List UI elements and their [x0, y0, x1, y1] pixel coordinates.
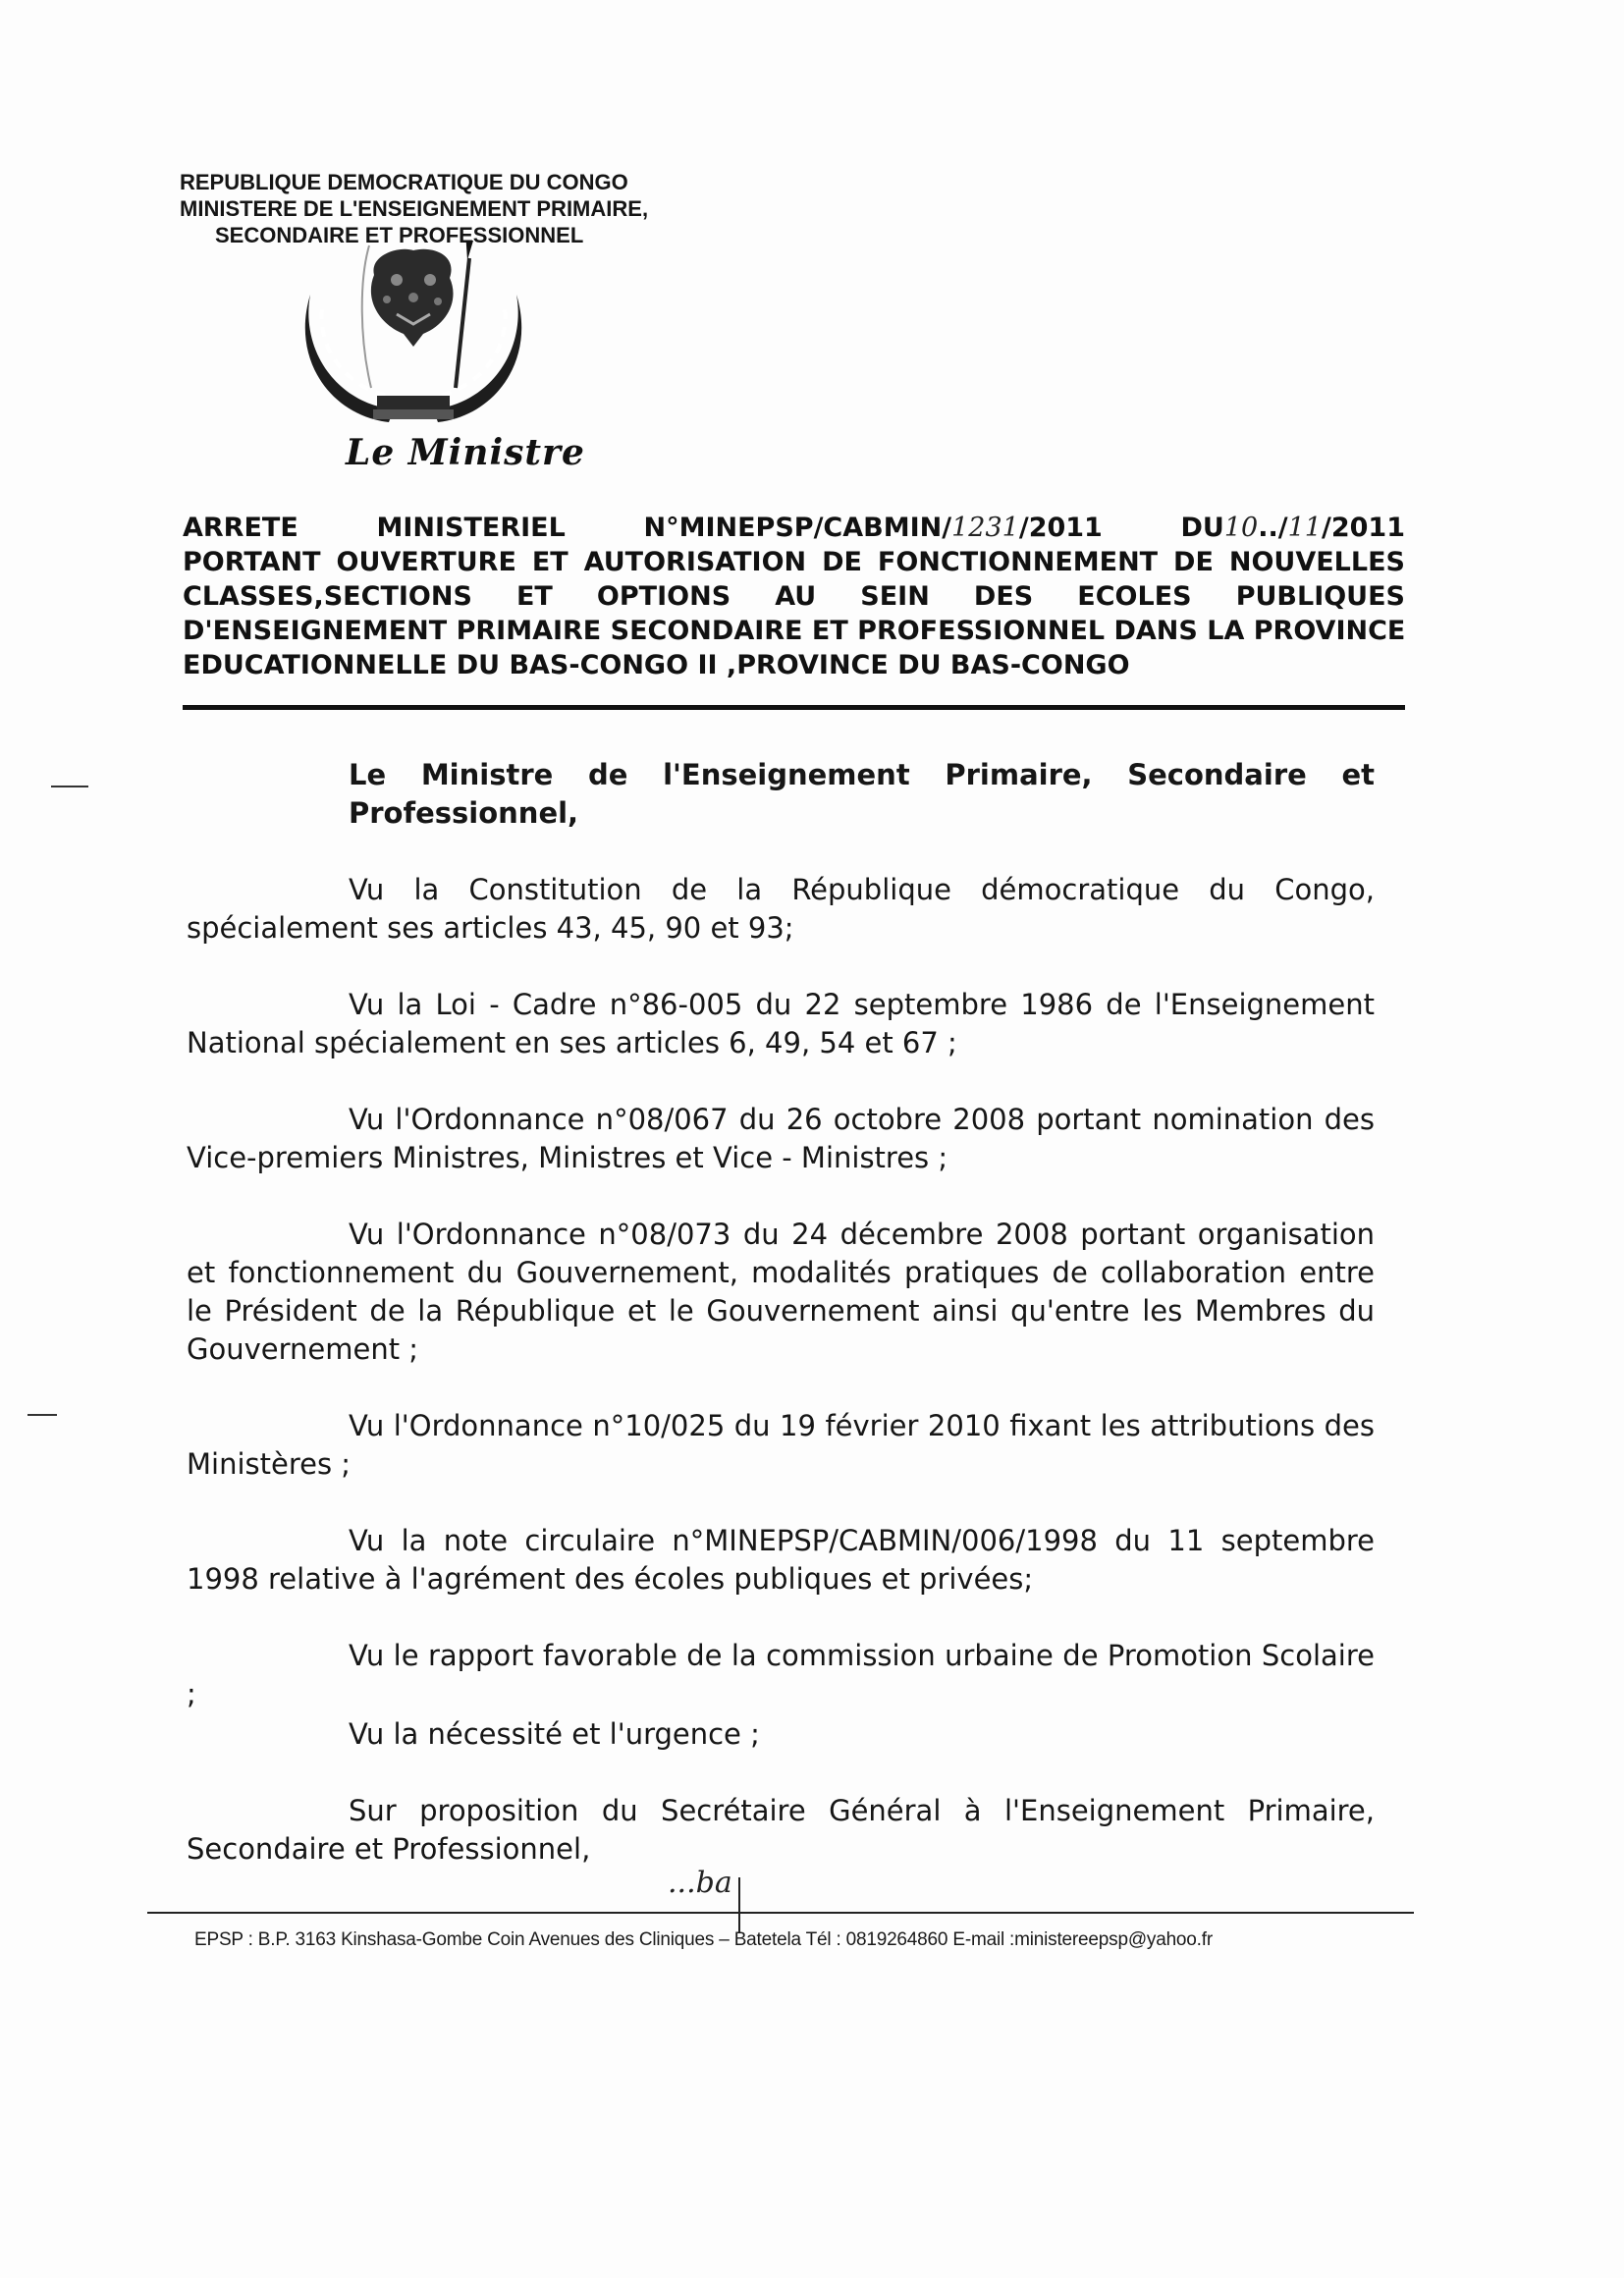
title-line: PORTANT OUVERTURE ET AUTORISATION DE FONCTIONNEMENT DE NOUVELLES [183, 547, 1405, 577]
title-line: D'ENSEIGNEMENT PRIMAIRE SECONDAIRE ET PROFESSIONNEL DANS LA PROVINCE [183, 616, 1406, 646]
title-line: EDUCATIONNELLE DU BAS-CONGO II ,PROVINCE DU BAS-CONGO [183, 650, 1130, 680]
decree-date: DU10../11/2011 [1180, 513, 1405, 543]
decree-number: N°MINEPSP/CABMIN/1231/2011 [643, 513, 1103, 543]
signature-title: Le Ministre [346, 432, 585, 473]
letterhead-line: REPUBLIQUE DEMOCRATIQUE DU CONGO [180, 170, 628, 194]
paragraph-loi-cadre: Vu la Loi - Cadre n°86-005 du 22 septembre 1986 de l'Enseignement National spécialement en ses articles 6, 49, 54 et 67 ; [187, 988, 1375, 1059]
paragraph-note-circulaire: Vu la note circulaire n°MINEPSP/CABMIN/006/1998 du 11 septembre 1998 relative à l'agrément des écoles publiques et privées; [187, 1524, 1375, 1596]
margin-mark [27, 1414, 57, 1416]
handwritten-day: 10 [1223, 513, 1259, 543]
handwritten-month: 11 [1287, 513, 1322, 543]
footer-divider [147, 1912, 1414, 1914]
footer-tick [738, 1877, 740, 1932]
paragraph-ordonnance-10-025: Vu l'Ordonnance n°10/025 du 19 février 2010 fixant les attributions des Ministères ; [187, 1409, 1375, 1481]
decree-body [187, 756, 1375, 1869]
minister-heading: Le Ministre de l'Enseignement Primaire, Secondaire et Professionnel, [349, 758, 1375, 830]
page-initials: ...ba [668, 1866, 732, 1900]
title-underline [183, 705, 1405, 710]
decree-title [183, 511, 1405, 682]
letterhead-line: MINISTERE DE L'ENSEIGNEMENT PRIMAIRE, [180, 196, 649, 221]
paragraph-ordonnance-08-067: Vu l'Ordonnance n°08/067 du 26 octobre 2008 portant nomination des Vice-premiers Ministres, Ministres et Vice - Ministres ; [187, 1103, 1375, 1174]
letterhead [180, 169, 648, 248]
paragraph-constitution: Vu la Constitution de la République démocratique du Congo, spécialement ses articles 43, 45, 90 et 93; [187, 873, 1375, 945]
paragraph-proposition: Sur proposition du Secrétaire Général à l'Enseignement Primaire, Secondaire et Professionnel, [187, 1794, 1375, 1866]
paragraph-ordonnance-08-073: Vu l'Ordonnance n°08/073 du 24 décembre 2008 portant organisation et fonctionnement du Gouvernement, modalités pratiques de collaboration entre le Président de la République et le Gouvernement ainsi qu'entre les Membres du Gouvernement ; [187, 1218, 1375, 1366]
paragraph-rapport: Vu le rapport favorable de la commission urbaine de Promotion Scolaire ; [187, 1639, 1375, 1710]
coat-of-arms-icon [291, 241, 536, 437]
decree-reference-line [183, 511, 1405, 545]
title-word: MINISTERIEL [376, 513, 566, 543]
handwritten-number: 1231 [951, 513, 1019, 543]
title-line: CLASSES,SECTIONS ET OPTIONS AU SEIN DES ECOLES PUBLIQUES [183, 581, 1405, 612]
margin-mark [51, 786, 88, 787]
paragraph-urgence: Vu la nécessité et l'urgence ; [349, 1717, 760, 1751]
footer-contact: EPSP : B.P. 3163 Kinshasa-Gombe Coin Avenues des Cliniques – Batetela Tél : 0819264860 E-mail :ministereepsp@yahoo.fr [194, 1929, 1213, 1950]
title-word: ARRETE [183, 513, 298, 543]
letterhead-line: SECONDAIRE ET PROFESSIONNEL [215, 223, 584, 247]
